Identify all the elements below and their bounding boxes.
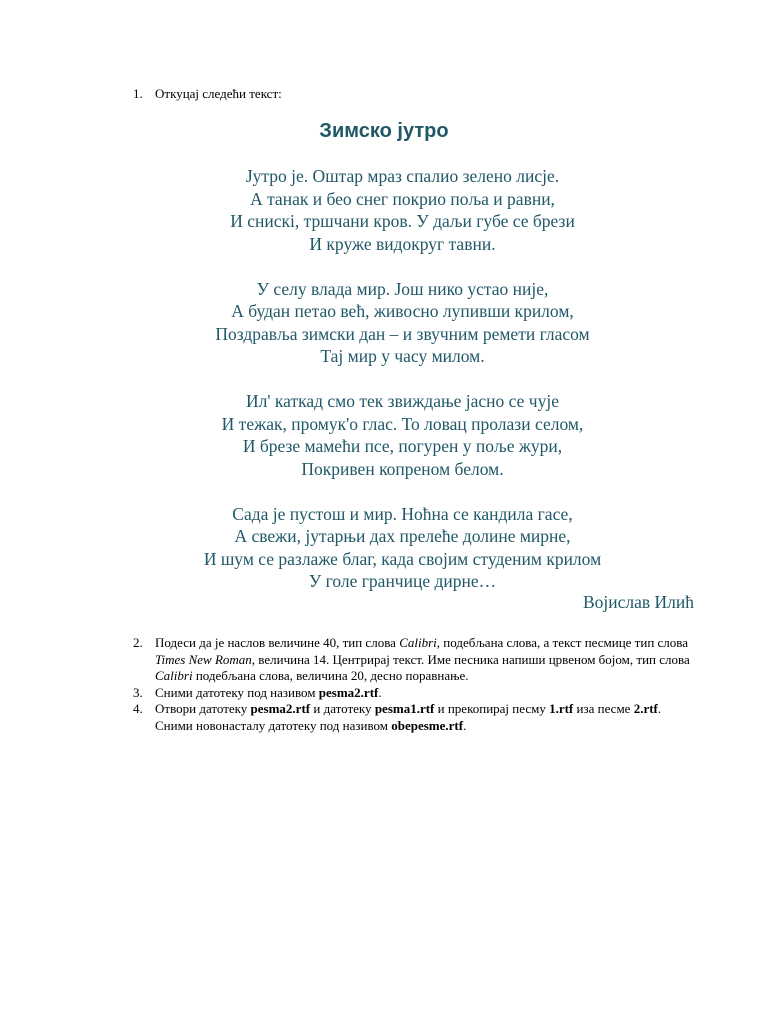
task-2 [133, 635, 698, 685]
text-run: . Сними новонасталу датотеку под називом [155, 701, 662, 733]
poem-line: А танак и бео снег покрио поља и равни, [250, 188, 555, 209]
stanza-3 [0, 390, 768, 480]
task-text [155, 635, 698, 685]
task-number: 1. [133, 86, 143, 101]
text-run: и прекопирај песму [434, 701, 550, 716]
text-run: , подебљана слова, а текст песмице тип слова [436, 635, 689, 650]
filename: pesma2.rtf [318, 684, 379, 700]
task-4 [133, 701, 698, 734]
text-run: иза песме [573, 701, 634, 716]
poem-line: И тежак, промук'о глас. То ловац пролази селом, [221, 413, 584, 434]
stanza-4 [0, 503, 768, 593]
stanza-2 [0, 278, 768, 368]
stanza-1 [0, 165, 768, 255]
poem-body [0, 165, 768, 615]
task-3 [133, 685, 698, 702]
text-run: и датотеку [310, 701, 375, 716]
italic-run: Times New Roman [155, 651, 252, 667]
task-number: 3. [133, 684, 143, 700]
text-run: Подеси да је наслов величине 40, тип слова [155, 635, 400, 650]
text-run: подебљана слова, величина 20, десно поравнање. [192, 668, 469, 683]
poem-line: Јутро је. Оштар мраз спалио зелено лисје. [245, 166, 560, 186]
task-list [133, 635, 698, 734]
poem-line: И шум се разлаже благ, када својим студеним крилом [203, 548, 602, 569]
italic-run: Calibri [399, 635, 437, 650]
task-text [155, 701, 698, 734]
text-run: . [378, 684, 382, 700]
poem-line: И круже видокруг тавни. [309, 233, 496, 254]
poem-line: У голе гранчице дирне… [308, 571, 497, 591]
task-text [155, 685, 698, 702]
poem-line: Сада је пустош и мир. Ноћна се кандила гасе, [232, 503, 573, 524]
poem-line: У селу влада мир. Још нико устао није, [256, 278, 549, 299]
filename: 2.rtf [633, 701, 658, 716]
poem-line: И снискi, тршчани кров. У даљи губе се брези [230, 211, 575, 231]
task-number: 2. [133, 635, 143, 650]
poem-line: И брезе мамећи псе, погурен у поље жури, [242, 436, 563, 456]
poem-line: Ил' каткад смо тек звиждање јасно се чује [246, 391, 559, 411]
poem-author: Војислав Илић [582, 592, 694, 612]
italic-run: Calibri [155, 668, 193, 683]
filename: pesma1.rtf [374, 701, 435, 716]
text-run: , величина 14. Центрирај текст. Име песника напиши црвеном бојом, тип слова [251, 651, 690, 667]
text-run: Отвори датотеку [155, 701, 251, 716]
text-run: . [463, 717, 467, 733]
task-1 [133, 86, 282, 102]
task-number: 4. [133, 701, 143, 716]
poem-line: Тај мир у часу милом. [320, 346, 485, 366]
task-text: Откуцај следећи текст: [155, 86, 282, 101]
poem-line: Поздравља зимски дан – и звучним ремети гласом [215, 323, 590, 344]
poem-line: А свежи, јутарњи дах прелеће долине мирне, [234, 526, 571, 546]
poem-title: Зимско јутро [319, 120, 449, 142]
filename: pesma2.rtf [250, 701, 311, 716]
filename: obepesme.rtf [391, 717, 464, 733]
poem-line: Покривен копреном белом. [301, 458, 504, 479]
text-run: Сними датотеку под називом [155, 684, 319, 700]
poem-line: А будан петао већ, живосно лупивши крилом, [231, 301, 574, 321]
filename: 1.rtf [549, 701, 574, 716]
